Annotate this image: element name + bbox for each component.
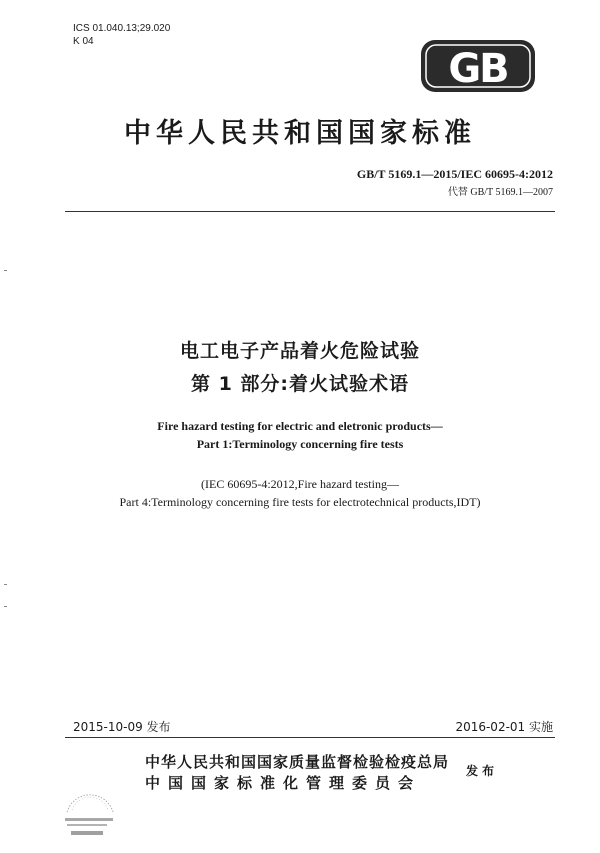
- issue-word: 发布: [466, 764, 499, 778]
- ics-code: ICS 01.040.13;29.020: [73, 23, 171, 34]
- iec-reference-line1: (IEC 60695-4:2012,Fire hazard testing—: [201, 477, 399, 491]
- issuer-line1: 中华人民共和国国家质量监督检验检疫总局: [145, 753, 450, 771]
- standard-number: GB/T 5169.1—2015/IEC 60695-4:2012: [356, 167, 553, 181]
- ccs-code: K 04: [73, 36, 94, 47]
- logo-text: GB: [448, 46, 508, 92]
- replaces-note: 代替 GB/T 5169.1—2007: [447, 187, 553, 198]
- margin-mark: [4, 606, 7, 607]
- top-divider: [65, 211, 555, 212]
- title-en-line2: Part 1:Terminology concerning fire tests: [196, 437, 404, 451]
- org-title: 中华人民共和国国家标准: [124, 118, 476, 149]
- title-cn-line2: 第 1 部分:着火试验术语: [190, 373, 410, 395]
- title-en-line1: Fire hazard testing for electric and eletronic products—: [157, 419, 443, 433]
- margin-mark: [4, 584, 7, 585]
- gb-logo-icon: [420, 38, 536, 94]
- iec-reference-line2: Part 4:Terminology concerning fire tests for electrotechnical products,IDT): [119, 495, 481, 509]
- margin-mark: [4, 270, 7, 271]
- publish-date: 2015-10-09 发布: [73, 720, 171, 734]
- implement-date: 2016-02-01 实施: [455, 720, 553, 734]
- title-cn-line1: 电工电子产品着火危险试验: [179, 340, 420, 362]
- issuer-line2: 中国国家标准化管理委员会: [145, 774, 422, 792]
- bottom-divider: [65, 737, 555, 738]
- classification-codes: [73, 22, 170, 48]
- watermark-stamp-icon: [55, 768, 125, 842]
